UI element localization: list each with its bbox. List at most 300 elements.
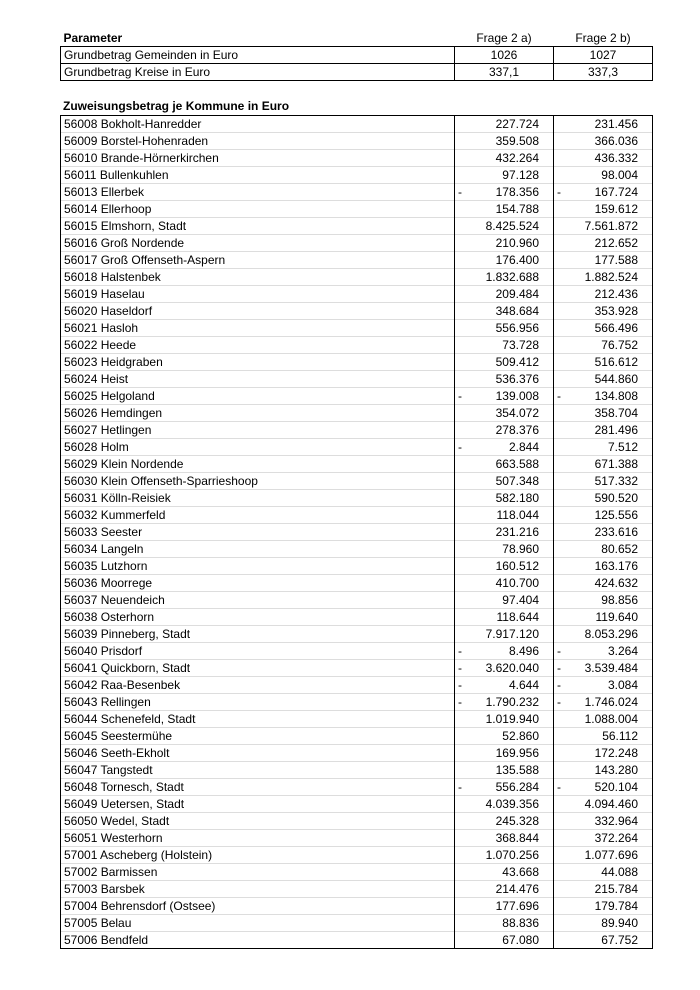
frage-2b-value [554,218,653,235]
frage-2b-value [554,116,653,133]
amount: 135.588 [495,763,539,777]
amount: 209.484 [495,287,539,301]
frage-2b-value [554,167,653,184]
amount: 348.684 [495,304,539,318]
table-row [61,847,653,864]
frage-2b-value [554,133,653,150]
municipality-name: 56036 Moorrege [61,575,455,592]
amount: 8.425.524 [485,219,539,233]
negative-sign: - [557,678,561,692]
municipality-name: 57003 Barsbek [61,881,455,898]
frage-2a-value [455,745,554,762]
amount: 169.956 [495,746,539,760]
amount: 566.496 [594,321,638,335]
frage-2a-value [455,575,554,592]
table-row [61,915,653,932]
municipality-name: 56044 Schenefeld, Stadt [61,711,455,728]
amount: 4.644 [508,678,539,692]
frage-2a-value [455,507,554,524]
table-row [61,473,653,490]
frage-2a-value [455,609,554,626]
amount: 3.620.040 [485,661,539,675]
frage-2a-value [455,133,554,150]
negative-sign: - [458,661,462,675]
amount: 3.084 [607,678,638,692]
municipality-name: 56013 Ellerbek [61,184,455,201]
amount: 78.960 [502,542,539,556]
frage-2a-value [455,150,554,167]
frage-2a-value [455,286,554,303]
table-row [61,575,653,592]
amount: 167.724 [594,185,638,199]
frage-2a-value [455,490,554,507]
negative-sign: - [557,185,561,199]
amount: 432.264 [495,151,539,165]
municipality-name: 56021 Hasloh [61,320,455,337]
frage-2a-value [455,354,554,371]
amount: 278.376 [495,423,539,437]
frage-2b-value [554,881,653,898]
amount: 176.400 [495,253,539,267]
frage-2b-value [554,320,653,337]
negative-sign: - [458,695,462,709]
frage-2a-value [455,439,554,456]
amount: 210.960 [495,236,539,250]
frage-2b-value [554,456,653,473]
table-row [61,133,653,150]
municipality-name: 56011 Bullenkuhlen [61,167,455,184]
frage-2b-value [554,813,653,830]
amount: 663.588 [495,457,539,471]
table-row [61,303,653,320]
amount: 7.512 [607,440,638,454]
frage-2a-value [455,762,554,779]
table-row [61,490,653,507]
amount: 507.348 [495,474,539,488]
frage-2b-value [554,592,653,609]
frage-2b-value [554,745,653,762]
frage-2b-value [554,337,653,354]
negative-sign: - [557,695,561,709]
municipality-name: 56030 Klein Offenseth-Sparrieshoop [61,473,455,490]
frage-2a-value [455,881,554,898]
amount: 56.112 [602,729,638,743]
municipality-name: 56041 Quickborn, Stadt [61,660,455,677]
amount: 556.284 [495,780,539,794]
table-row [61,116,653,133]
negative-sign: - [458,185,462,199]
municipality-name: 56018 Halstenbek [61,269,455,286]
table-row [61,235,653,252]
amount: 7.917.120 [485,627,539,641]
municipality-name: 57002 Barmissen [61,864,455,881]
amount: 139.008 [495,389,539,403]
amount: 671.388 [594,457,638,471]
amount: 1.077.696 [584,848,638,862]
municipality-name: 56023 Heidgraben [61,354,455,371]
table-row [61,184,653,201]
amount: 8.496 [508,644,539,658]
negative-sign: - [458,780,462,794]
frage-2a-value [455,116,554,133]
amount: 231.216 [495,525,539,539]
table-row [61,762,653,779]
amount: 125.556 [594,508,638,522]
frage-2a-value [455,677,554,694]
frage-2b-value [554,269,653,286]
frage-2a-value [455,269,554,286]
amount: 4.039.356 [485,797,539,811]
frage-2b-value [554,626,653,643]
table-row [61,898,653,915]
parameter-row-kreise [61,64,653,81]
municipality-name: 56033 Seester [61,524,455,541]
table-row [61,541,653,558]
parameter-value-a: 1026 [455,47,554,64]
frage-2a-value [455,830,554,847]
municipality-name: 56049 Uetersen, Stadt [61,796,455,813]
frage-2a-value [455,694,554,711]
frage-2a-value [455,796,554,813]
amount: 227.724 [495,117,539,131]
frage-2b-value [554,779,653,796]
frage-2a-value [455,252,554,269]
amount: 582.180 [495,491,539,505]
table-row [61,354,653,371]
amount: 177.588 [594,253,638,267]
frage-2b-value [554,660,653,677]
frage-2a-value [455,592,554,609]
frage-2a-value [455,558,554,575]
amount: 517.332 [594,474,638,488]
amount: 76.752 [601,338,638,352]
municipality-name: 57006 Bendfeld [61,932,455,949]
municipality-name: 56048 Tornesch, Stadt [61,779,455,796]
amount: 516.612 [594,355,638,369]
frage-2a-value [455,303,554,320]
frage-2a-value [455,932,554,949]
table-row [61,320,653,337]
amount: 332.964 [594,814,638,828]
table-row [61,252,653,269]
frage-2b-value [554,388,653,405]
amount: 154.788 [495,202,539,216]
municipality-name: 56037 Neuendeich [61,592,455,609]
amount: 231.456 [594,117,638,131]
amount: 359.508 [495,134,539,148]
table-row [61,524,653,541]
frage-2a-value [455,915,554,932]
frage-2a-value [455,643,554,660]
parameter-header-row [61,30,653,47]
amount: 1.832.688 [485,270,539,284]
frage-2a-value [455,201,554,218]
municipality-name: 56026 Hemdingen [61,405,455,422]
amount: 372.264 [594,831,638,845]
frage-2b-value [554,252,653,269]
frage-2a-value [455,422,554,439]
municipality-name: 56027 Hetlingen [61,422,455,439]
amount: 3.264 [607,644,638,658]
frage-2b-value [554,524,653,541]
table-row [61,830,653,847]
frage-2b-value [554,439,653,456]
frage-2b-value [554,371,653,388]
amount: 178.356 [495,185,539,199]
municipality-name: 56009 Borstel-Hohenraden [61,133,455,150]
municipality-name: 56031 Kölln-Reisiek [61,490,455,507]
municipality-name: 56020 Haseldorf [61,303,455,320]
amount: 358.704 [594,406,638,420]
amount: 172.248 [594,746,638,760]
frage-2b-value [554,405,653,422]
frage-2b-value [554,303,653,320]
negative-sign: - [557,780,561,794]
negative-sign: - [458,440,462,454]
frage-2a-value [455,405,554,422]
amount: 143.280 [594,763,638,777]
amount: 177.696 [495,899,539,913]
frage-2b-header: Frage 2 b) [575,31,631,45]
frage-2a-value [455,371,554,388]
municipality-name: 57004 Behrensdorf (Ostsee) [61,898,455,915]
frage-2b-value [554,507,653,524]
table-row [61,677,653,694]
amount: 43.668 [502,865,539,879]
municipality-name: 56016 Groß Nordende [61,235,455,252]
amount: 281.496 [594,423,638,437]
table-row [61,711,653,728]
amount: 214.476 [495,882,539,896]
table-row [61,150,653,167]
amount: 520.104 [594,780,638,794]
frage-2a-value [455,541,554,558]
frage-2a-value [455,456,554,473]
negative-sign: - [458,678,462,692]
amount: 73.728 [502,338,539,352]
frage-2b-value [554,473,653,490]
amount: 368.844 [495,831,539,845]
amount: 424.632 [594,576,638,590]
frage-2b-value [554,541,653,558]
amount: 134.808 [594,389,638,403]
frage-2a-value [455,388,554,405]
amount: 1.070.256 [485,848,539,862]
frage-2a-value [455,320,554,337]
municipality-name: 56039 Pinneberg, Stadt [61,626,455,643]
negative-sign: - [557,644,561,658]
amount: 159.612 [594,202,638,216]
frage-2b-value [554,490,653,507]
table-row [61,388,653,405]
municipality-name: 56025 Helgoland [61,388,455,405]
table-row [61,660,653,677]
frage-2b-value [554,235,653,252]
frage-2a-value [455,660,554,677]
frage-2b-value [554,898,653,915]
table-row [61,694,653,711]
table-row [61,371,653,388]
municipality-name: 56028 Holm [61,439,455,456]
municipality-name: 56022 Heede [61,337,455,354]
frage-2b-value [554,932,653,949]
amount: 97.404 [502,593,539,607]
municipality-name: 56015 Elmshorn, Stadt [61,218,455,235]
frage-2b-value [554,422,653,439]
frage-2b-value [554,847,653,864]
frage-2a-value [455,235,554,252]
frage-2a-value [455,898,554,915]
frage-2a-value [455,847,554,864]
amount: 118.044 [496,508,539,522]
amount: 98.856 [601,593,638,607]
municipality-name: 56034 Langeln [61,541,455,558]
parameter-value-b: 1027 [554,47,653,64]
parameter-table [60,30,653,81]
municipality-name: 56019 Haselau [61,286,455,303]
frage-2b-value [554,286,653,303]
amount: 436.332 [594,151,638,165]
frage-2a-header: Frage 2 a) [476,31,532,45]
frage-2b-value [554,150,653,167]
municipality-name: 57001 Ascheberg (Holstein) [61,847,455,864]
frage-2b-value [554,830,653,847]
amount: 118.644 [496,610,539,624]
amount: 44.088 [601,865,638,879]
table-row [61,286,653,303]
frage-2b-value [554,558,653,575]
amount: 119.640 [595,610,638,624]
amount: 1.746.024 [584,695,638,709]
municipality-name: 56051 Westerhorn [61,830,455,847]
frage-2b-value [554,728,653,745]
table-row [61,643,653,660]
amount: 52.860 [502,729,539,743]
municipality-name: 56038 Osterhorn [61,609,455,626]
frage-2b-value [554,915,653,932]
amount: 3.539.484 [584,661,638,675]
frage-2b-value [554,609,653,626]
parameter-value-b: 337,3 [554,64,653,81]
frage-2b-value [554,864,653,881]
amount: 556.956 [495,321,539,335]
amount: 179.784 [594,899,638,913]
amount: 98.004 [601,168,638,182]
frage-2b-value [554,694,653,711]
frage-2a-value [455,218,554,235]
amount: 509.412 [495,355,539,369]
negative-sign: - [458,389,462,403]
frage-2b-value [554,354,653,371]
amount: 212.436 [594,287,638,301]
frage-2a-value [455,779,554,796]
frage-2b-value [554,762,653,779]
frage-2a-value [455,728,554,745]
municipality-name: 56024 Heist [61,371,455,388]
amount: 89.940 [601,916,638,930]
amount: 7.561.872 [584,219,638,233]
municipality-name: 56050 Wedel, Stadt [61,813,455,830]
amount: 1.088.004 [584,712,638,726]
amount: 590.520 [594,491,638,505]
amount: 67.080 [502,933,539,947]
frage-2a-value [455,184,554,201]
amount: 353.928 [594,304,638,318]
amount: 233.616 [594,525,638,539]
parameter-row-gemeinden [61,47,653,64]
amount: 212.652 [594,236,638,250]
frage-2b-value [554,575,653,592]
amount: 4.094.460 [584,797,638,811]
table-row [61,201,653,218]
parameter-label: Grundbetrag Kreise in Euro [61,64,455,81]
table-row [61,558,653,575]
table-row [61,745,653,762]
section-title: Zuweisungsbetrag je Kommune in Euro [63,99,290,113]
municipality-name: 56045 Seestermühe [61,728,455,745]
table-row [61,439,653,456]
amount: 354.072 [495,406,539,420]
amount: 160.512 [495,559,539,573]
table-row [61,881,653,898]
parameter-value-a: 337,1 [455,64,554,81]
frage-2a-value [455,626,554,643]
municipality-name: 56014 Ellerhoop [61,201,455,218]
amount: 215.784 [594,882,638,896]
frage-2b-value [554,796,653,813]
municipality-name: 56042 Raa-Besenbek [61,677,455,694]
municipality-name: 56032 Kummerfeld [61,507,455,524]
amount: 97.128 [502,168,539,182]
frage-2b-value [554,184,653,201]
amount: 366.036 [594,134,638,148]
municipality-name: 56043 Rellingen [61,694,455,711]
table-row [61,609,653,626]
negative-sign: - [557,661,561,675]
table-row [61,813,653,830]
table-row [61,626,653,643]
amount: 544.860 [594,372,638,386]
table-row [61,337,653,354]
parameter-header-label: Parameter [63,31,123,45]
amount: 1.882.524 [584,270,638,284]
municipality-name: 56040 Prisdorf [61,643,455,660]
frage-2b-value [554,201,653,218]
frage-2b-value [554,711,653,728]
negative-sign: - [458,644,462,658]
municipality-name: 56008 Bokholt-Hanredder [61,116,455,133]
amount: 8.053.296 [584,627,638,641]
frage-2a-value [455,864,554,881]
parameter-label: Grundbetrag Gemeinden in Euro [61,47,455,64]
table-row [61,728,653,745]
amount: 536.376 [495,372,539,386]
amount: 163.176 [594,559,638,573]
amount: 2.844 [508,440,539,454]
table-row [61,796,653,813]
table-row [61,592,653,609]
frage-2a-value [455,337,554,354]
table-row [61,932,653,949]
municipality-name: 56029 Klein Nordende [61,456,455,473]
municipality-name: 56017 Groß Offenseth-Aspern [61,252,455,269]
table-row [61,405,653,422]
municipality-name: 56035 Lutzhorn [61,558,455,575]
amount: 245.328 [495,814,539,828]
table-row [61,269,653,286]
allocation-table [60,115,653,949]
frage-2a-value [455,524,554,541]
